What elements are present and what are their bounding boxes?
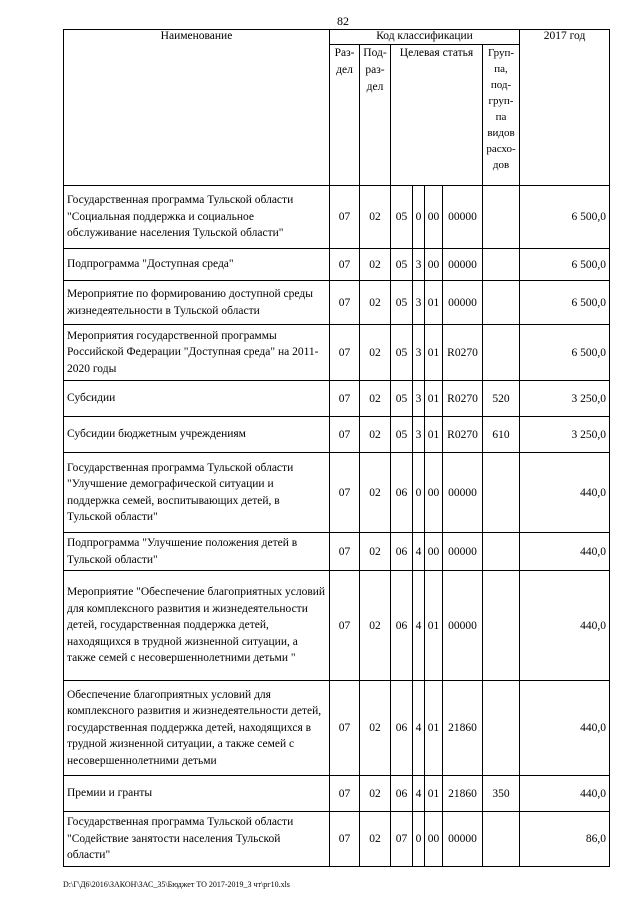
table-row (64, 325, 610, 381)
row-name: Субсидии (64, 381, 330, 417)
row-razdel: 07 (330, 417, 360, 453)
header-code: Код классификации (330, 30, 520, 45)
row-target-program: 05 (391, 281, 413, 325)
row-target-event: 00 (425, 533, 443, 571)
table-row (64, 776, 610, 812)
row-razdel: 07 (330, 249, 360, 281)
row-razdel: 07 (330, 381, 360, 417)
row-amount: 440,0 (520, 533, 610, 571)
row-target-program: 06 (391, 571, 413, 681)
table-row (64, 533, 610, 571)
page-number: 82 (337, 14, 349, 28)
row-target-subprogram: 3 (413, 281, 425, 325)
row-target-program: 06 (391, 681, 413, 776)
row-target-program: 05 (391, 186, 413, 249)
table-row (64, 417, 610, 453)
row-name: Государственная программа Тульской области "Содействие занятости населения Тульской области" (64, 812, 330, 867)
table-row (64, 281, 610, 325)
row-razdel: 07 (330, 776, 360, 812)
row-target-subprogram: 4 (413, 681, 425, 776)
row-amount: 6 500,0 (520, 281, 610, 325)
row-target-program: 05 (391, 417, 413, 453)
row-target-program: 06 (391, 776, 413, 812)
row-podrazdel: 02 (360, 281, 391, 325)
row-target-direction: 21860 (443, 776, 483, 812)
row-amount: 440,0 (520, 776, 610, 812)
row-expense-type: 610 (483, 417, 520, 453)
header-group: Груп- па, под- груп- па видов расхо- дов (483, 45, 520, 186)
row-target-subprogram: 0 (413, 812, 425, 867)
row-amount: 6 500,0 (520, 249, 610, 281)
row-razdel: 07 (330, 681, 360, 776)
row-target-subprogram: 0 (413, 186, 425, 249)
budget-table (63, 29, 610, 867)
table-row (64, 186, 610, 249)
table-row (64, 453, 610, 533)
header-year: 2017 год (520, 30, 610, 186)
row-target-subprogram: 0 (413, 453, 425, 533)
header-target: Целевая статья (391, 45, 483, 186)
row-name: Субсидии бюджетным учреждениям (64, 417, 330, 453)
row-target-direction: R0270 (443, 381, 483, 417)
row-name: Государственная программа Тульской области "Социальная поддержка и социальное обслуживание населения Тульской области" (64, 186, 330, 249)
header-razdel: Раз- дел (330, 45, 360, 186)
row-target-subprogram: 4 (413, 533, 425, 571)
row-target-direction: 00000 (443, 812, 483, 867)
row-target-direction: 00000 (443, 453, 483, 533)
row-podrazdel: 02 (360, 417, 391, 453)
row-target-subprogram: 3 (413, 417, 425, 453)
row-amount: 6 500,0 (520, 186, 610, 249)
row-target-direction: R0270 (443, 325, 483, 381)
row-target-program: 05 (391, 325, 413, 381)
row-razdel: 07 (330, 453, 360, 533)
row-expense-type: 520 (483, 381, 520, 417)
row-podrazdel: 02 (360, 533, 391, 571)
row-podrazdel: 02 (360, 812, 391, 867)
row-target-event: 01 (425, 776, 443, 812)
row-expense-type (483, 325, 520, 381)
row-podrazdel: 02 (360, 249, 391, 281)
row-name: Подпрограмма "Улучшение положения детей в Тульской области" (64, 533, 330, 571)
row-target-subprogram: 4 (413, 776, 425, 812)
row-target-event: 01 (425, 571, 443, 681)
table-row (64, 249, 610, 281)
row-podrazdel: 02 (360, 186, 391, 249)
row-target-direction: R0270 (443, 417, 483, 453)
row-podrazdel: 02 (360, 681, 391, 776)
row-name: Государственная программа Тульской области "Улучшение демографической ситуации и поддержка семей, воспитывающих детей, в Тульской области" (64, 453, 330, 533)
table-row (64, 571, 610, 681)
row-razdel: 07 (330, 186, 360, 249)
row-expense-type (483, 249, 520, 281)
row-target-program: 06 (391, 453, 413, 533)
row-expense-type (483, 453, 520, 533)
row-target-subprogram: 4 (413, 571, 425, 681)
row-target-event: 01 (425, 417, 443, 453)
table-row (64, 381, 610, 417)
row-name: Обеспечение благоприятных условий для комплексного развития и жизнедеятельности детей, государственная поддержка детей, находящихся в трудной жизненной ситуации, а также семей с несовершеннолетними детьми (64, 681, 330, 776)
row-amount: 6 500,0 (520, 325, 610, 381)
row-target-program: 07 (391, 812, 413, 867)
row-name: Мероприятие "Обеспечение благоприятных условий для комплексного развития и жизнедеятельности детей, государственная поддержка детей, находящихся в трудной жизненной ситуации, а также семей с несовершеннолетними детьми " (64, 571, 330, 681)
row-target-event: 01 (425, 681, 443, 776)
row-target-program: 05 (391, 249, 413, 281)
row-podrazdel: 02 (360, 453, 391, 533)
row-name: Мероприятия государственной программы Российской Федерации "Доступная среда" на 2011-2020 годы (64, 325, 330, 381)
row-name: Премии и гранты (64, 776, 330, 812)
row-target-event: 00 (425, 812, 443, 867)
row-razdel: 07 (330, 325, 360, 381)
row-expense-type (483, 281, 520, 325)
row-expense-type (483, 812, 520, 867)
row-amount: 3 250,0 (520, 381, 610, 417)
row-target-event: 00 (425, 453, 443, 533)
row-expense-type (483, 186, 520, 249)
row-target-subprogram: 3 (413, 249, 425, 281)
row-razdel: 07 (330, 812, 360, 867)
row-target-program: 05 (391, 381, 413, 417)
row-amount: 86,0 (520, 812, 610, 867)
row-target-subprogram: 3 (413, 325, 425, 381)
row-podrazdel: 02 (360, 381, 391, 417)
row-target-event: 00 (425, 186, 443, 249)
row-target-program: 06 (391, 533, 413, 571)
row-target-direction: 21860 (443, 681, 483, 776)
header-name: Наименование (64, 30, 330, 186)
row-expense-type (483, 533, 520, 571)
row-target-direction: 00000 (443, 533, 483, 571)
row-podrazdel: 02 (360, 571, 391, 681)
file-path-footer: D:\Г\Д6\2016\ЗАКОН\ЗАС_35\Бюджет ТО 2017-2019_3 чт\рг10.xls (63, 880, 290, 889)
row-razdel: 07 (330, 533, 360, 571)
row-razdel: 07 (330, 571, 360, 681)
header-podrazdel: Под- раз- дел (360, 45, 391, 186)
row-target-direction: 00000 (443, 281, 483, 325)
row-target-direction: 00000 (443, 186, 483, 249)
row-amount: 440,0 (520, 571, 610, 681)
row-target-event: 01 (425, 325, 443, 381)
table-row (64, 681, 610, 776)
row-expense-type: 350 (483, 776, 520, 812)
row-razdel: 07 (330, 281, 360, 325)
row-target-event: 01 (425, 281, 443, 325)
row-target-event: 01 (425, 381, 443, 417)
row-amount: 440,0 (520, 453, 610, 533)
row-expense-type (483, 571, 520, 681)
row-target-direction: 00000 (443, 249, 483, 281)
row-name: Подпрограмма "Доступная среда" (64, 249, 330, 281)
row-target-direction: 00000 (443, 571, 483, 681)
row-target-subprogram: 3 (413, 381, 425, 417)
table-row (64, 812, 610, 867)
row-podrazdel: 02 (360, 325, 391, 381)
row-name: Мероприятие по формированию доступной среды жизнедеятельности в Тульской области (64, 281, 330, 325)
row-amount: 3 250,0 (520, 417, 610, 453)
row-amount: 440,0 (520, 681, 610, 776)
row-podrazdel: 02 (360, 776, 391, 812)
row-target-event: 00 (425, 249, 443, 281)
row-expense-type (483, 681, 520, 776)
